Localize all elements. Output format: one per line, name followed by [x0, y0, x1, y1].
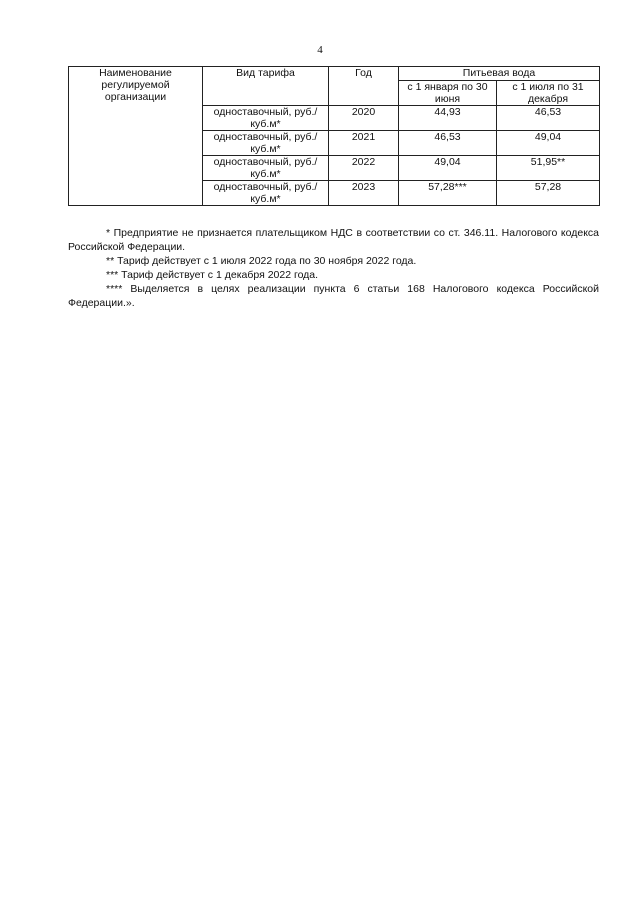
- cell-period-1: 44,93: [399, 106, 497, 131]
- cell-tariff-type: одноставочный, руб./куб.м*: [203, 156, 329, 181]
- tariff-table: [68, 66, 600, 206]
- header-year: Год: [329, 67, 399, 106]
- header-tariff-type: Вид тарифа: [203, 67, 329, 106]
- footnotes: [68, 226, 599, 310]
- header-period-1: с 1 января по 30 июня: [399, 81, 497, 106]
- cell-year: 2023: [329, 181, 399, 206]
- cell-year: 2022: [329, 156, 399, 181]
- footnote-tax-code: **** Выделяется в целях реализации пункта 6 статьи 168 Налогового кодекса Российской Федерации.».: [68, 283, 599, 309]
- footnote-tariff-dec: *** Тариф действует с 1 декабря 2022 года.: [106, 269, 319, 281]
- cell-period-2: 57,28: [497, 181, 600, 206]
- header-drinking-water: Питьевая вода: [399, 67, 600, 81]
- cell-year: 2020: [329, 106, 399, 131]
- footnote-vat: * Предприятие не признается плательщиком НДС в соответствии со ст. 346.11. Налогового кодекса Российской Федерации.: [68, 227, 599, 253]
- cell-period-1: 49,04: [399, 156, 497, 181]
- header-period-2: с 1 июля по 31 декабря: [497, 81, 600, 106]
- cell-year: 2021: [329, 131, 399, 156]
- cell-tariff-type: одноставочный, руб./куб.м*: [203, 106, 329, 131]
- footnote-tariff-jul-nov: ** Тариф действует с 1 июля 2022 года по 30 ноября 2022 года.: [106, 255, 417, 267]
- cell-period-1: 46,53: [399, 131, 497, 156]
- page-number: 4: [317, 44, 323, 56]
- cell-period-1: 57,28***: [399, 181, 497, 206]
- cell-period-2: 49,04: [497, 131, 600, 156]
- cell-period-2: 51,95**: [497, 156, 600, 181]
- cell-period-2: 46,53: [497, 106, 600, 131]
- cell-tariff-type: одноставочный, руб./куб.м*: [203, 131, 329, 156]
- header-org-name: Наименование регулируемой организации: [69, 67, 203, 206]
- cell-tariff-type: одноставочный, руб./куб.м*: [203, 181, 329, 206]
